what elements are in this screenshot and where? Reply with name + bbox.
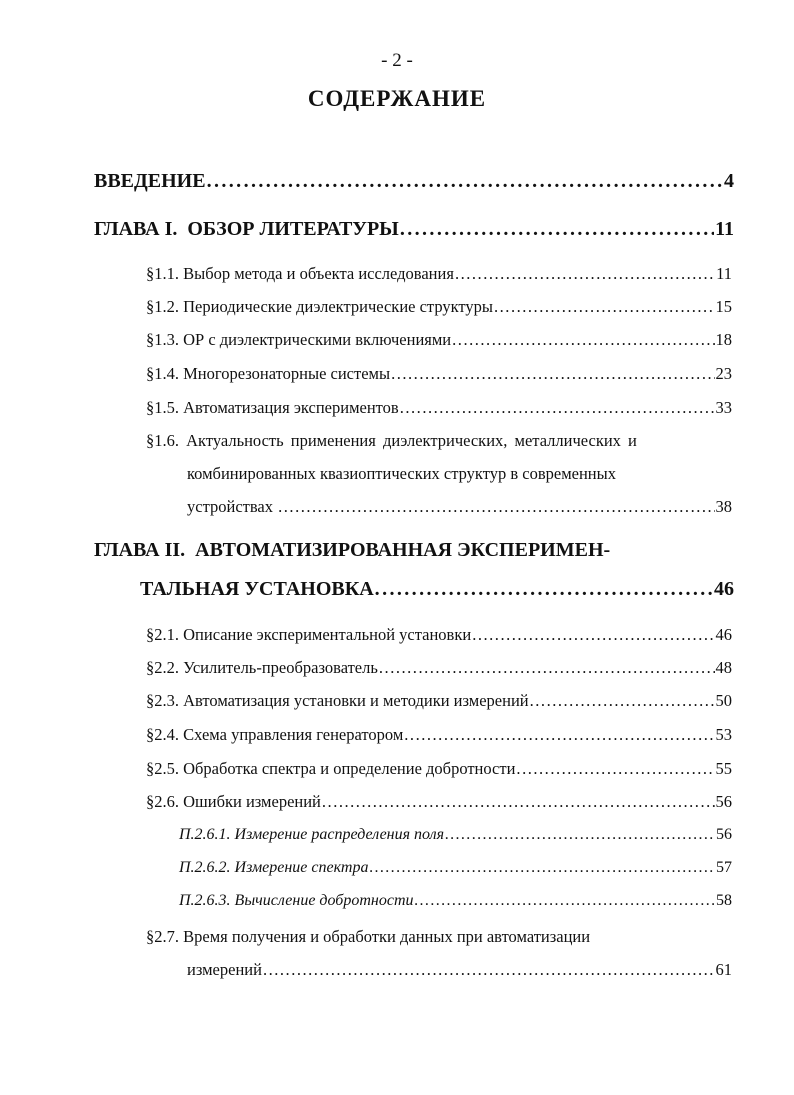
dot-leader [452, 330, 714, 350]
dot-leader [207, 170, 723, 193]
toc-entry-section-2-4[interactable] [146, 725, 732, 745]
toc-entry-label: §2.6. Ошибки измерений [146, 792, 321, 811]
toc-entry-section-2-6[interactable] [146, 792, 732, 812]
toc-page-number: 11 [716, 264, 732, 283]
toc-entry-label: §2.3. Автоматизация установки и методики измерений [146, 691, 529, 710]
toc-entry-label: П.2.6.3. Вычисление добротности [179, 892, 414, 909]
toc-entry-section-2-7-line-1[interactable]: §2.7. Время получения и обработки данных при автоматизации [146, 927, 591, 946]
toc-entry-label: ГЛАВА I. ОБЗОР ЛИТЕРАТУРЫ [94, 218, 399, 240]
toc-entry-chapter-1[interactable] [94, 218, 734, 241]
toc-entry-label: П.2.6.2. Измерение спектра [179, 859, 369, 876]
toc-entry-label: §2.4. Схема управления генератором [146, 725, 404, 744]
toc-entry-label: §1.4. Многорезонаторные системы [146, 364, 391, 383]
toc-entry-section-1-6[interactable] [187, 497, 732, 517]
toc-entry-section-1-2[interactable] [146, 297, 732, 317]
toc-entry-subsection-2-6-1[interactable] [179, 826, 732, 844]
toc-entry-label: ВВЕДЕНИЕ [94, 170, 206, 192]
page-number: - 2 - [381, 50, 413, 71]
dot-leader [415, 892, 716, 910]
toc-entry-section-1-6-line-1[interactable]: §1.6. Актуальность применения диэлектрических, металлических и [146, 431, 637, 450]
toc-entry-introduction[interactable] [94, 170, 734, 193]
dot-leader [445, 826, 715, 844]
dot-leader [278, 497, 714, 517]
toc-page-number: 50 [715, 691, 732, 710]
dot-leader [263, 960, 715, 980]
toc-page-number: 11 [715, 218, 734, 240]
toc-entry-section-1-6-line-2: комбинированных квазиоптических структур в современных [187, 464, 616, 483]
toc-page-number: 15 [715, 297, 732, 316]
toc-page-number: 56 [715, 792, 732, 811]
toc-entry-subsection-2-6-2[interactable] [179, 859, 732, 877]
toc-entry-section-1-1[interactable] [146, 264, 732, 284]
dot-leader [472, 625, 714, 645]
toc-entry-label: §2.2. Усилитель-преобразователь [146, 658, 378, 677]
toc-page-number: 58 [716, 892, 732, 909]
toc-entry-label: ТАЛЬНАЯ УСТАНОВКА [140, 578, 374, 600]
toc-entry-chapter-2-line-1[interactable]: ГЛАВА II. АВТОМАТИЗИРОВАННАЯ ЭКСПЕРИМЕН- [94, 539, 611, 561]
dot-leader [530, 691, 715, 711]
toc-entry-section-1-4[interactable] [146, 364, 732, 384]
page-title: СОДЕРЖАНИЕ [307, 86, 487, 111]
toc-entry-section-2-3[interactable] [146, 691, 732, 711]
dot-leader [369, 859, 715, 877]
dot-leader [379, 658, 715, 678]
toc-entry-chapter-2[interactable] [140, 578, 734, 601]
toc-entry-label: §2.5. Обработка спектра и определение добротности [146, 759, 516, 778]
toc-entry-section-2-5[interactable] [146, 759, 732, 779]
toc-page-number: 18 [715, 330, 732, 349]
toc-entry-label: §2.1. Описание экспериментальной установки [146, 625, 472, 644]
dot-leader [375, 578, 713, 601]
toc-entry-section-2-2[interactable] [146, 658, 732, 678]
toc-entry-label: устройствах [187, 497, 278, 516]
dot-leader [404, 725, 714, 745]
toc-page-number: 46 [715, 625, 732, 644]
dot-leader [494, 297, 715, 317]
toc-entry-section-1-5[interactable] [146, 398, 732, 418]
toc-entry-label: §1.3. ОР с диэлектрическими включениями [146, 330, 452, 349]
toc-page-number: 53 [715, 725, 732, 744]
toc-entry-section-2-7[interactable] [187, 960, 732, 980]
toc-entry-label: §1.2. Периодические диэлектрические структуры [146, 297, 493, 316]
toc-entry-section-2-1[interactable] [146, 625, 732, 645]
toc-page-number: 55 [715, 759, 732, 778]
dot-leader [391, 364, 714, 384]
toc-page-number: 23 [715, 364, 732, 383]
toc-entry-label: §1.5. Автоматизация экспериментов [146, 398, 399, 417]
dot-leader [400, 398, 715, 418]
toc-entry-subsection-2-6-3[interactable] [179, 892, 732, 910]
dot-leader [516, 759, 714, 779]
toc-entry-label: §1.1. Выбор метода и объекта исследования [146, 264, 454, 283]
toc-page-number: 4 [724, 170, 734, 192]
toc-page-number: 57 [716, 859, 732, 876]
dot-leader [400, 218, 714, 241]
toc-page-number: 46 [714, 578, 734, 600]
toc-page-number: 48 [715, 658, 732, 677]
toc-page-number: 61 [715, 960, 732, 979]
toc-page-number: 33 [715, 398, 732, 417]
toc-page-number: 38 [715, 497, 732, 516]
dot-leader [322, 792, 715, 812]
dot-leader [455, 264, 715, 284]
toc-entry-label: измерений [187, 960, 262, 979]
toc-page-number: 56 [716, 826, 732, 843]
toc-entry-label: П.2.6.1. Измерение распределения поля [179, 826, 445, 843]
toc-entry-section-1-3[interactable] [146, 330, 732, 350]
